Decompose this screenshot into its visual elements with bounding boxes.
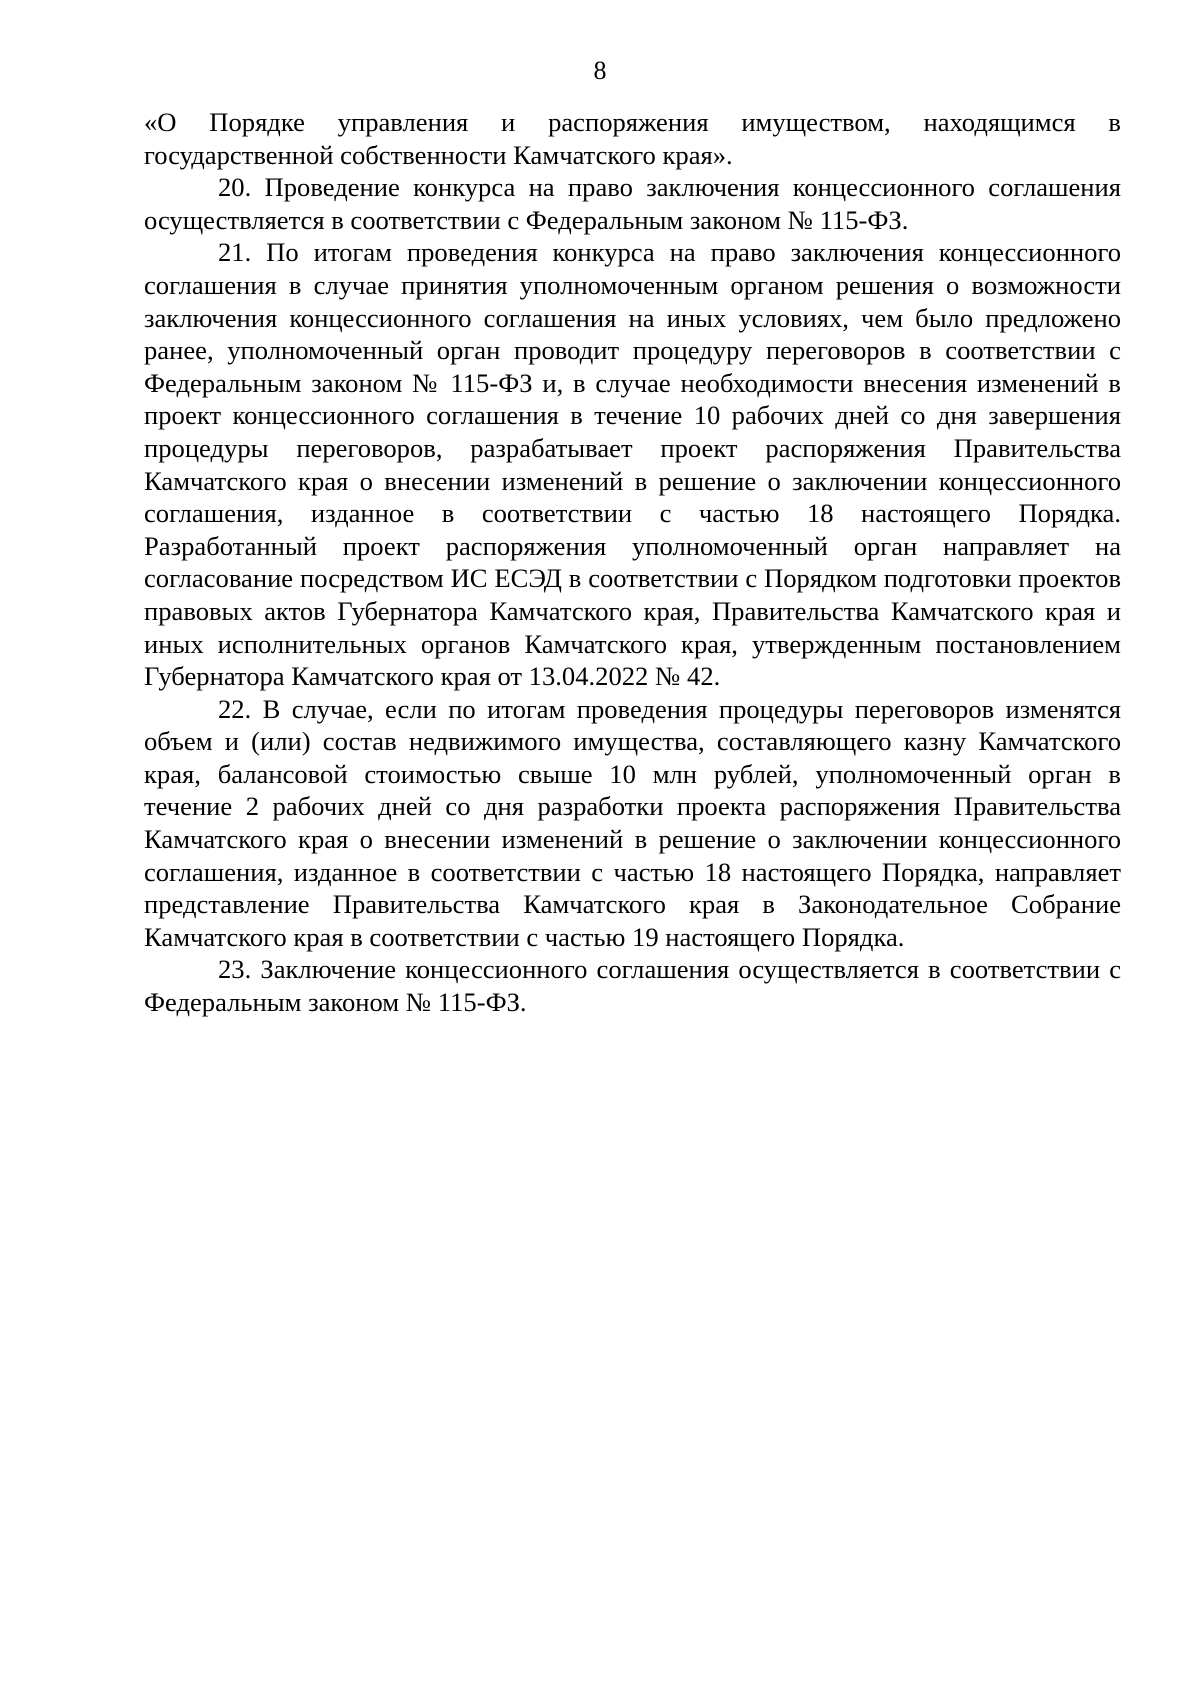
page-number: 8 xyxy=(593,56,607,85)
paragraph-item-23: 23. Заключение концессионного соглашения осуществляется в соответствии с Федеральным законом № 115-ФЗ. xyxy=(144,954,1121,1018)
document-body xyxy=(144,106,1121,1019)
paragraph-item-22: 22. В случае, если по итогам проведения процедуры переговоров изменятся объем и (или) состав недвижимого имущества, составляющего казну Камчатского края, балансовой стоимостью свыше 10 млн рублей, уполномоченный орган в течение 2 рабочих дней со дня разработки проекта распоряжения Правительства Камчатского края о внесении изменений в решение о заключении концессионного соглашения, изданное в соответствии с частью 18 настоящего Порядка, направляет представление Правительства Камчатского края в Законодательное Собрание Камчатского края в соответствии с частью 19 настоящего Порядка. xyxy=(144,693,1121,952)
paragraph-item-20: 20. Проведение конкурса на право заключения концессионного соглашения осуществляется в соответствии с Федеральным законом № 115-ФЗ. xyxy=(144,172,1121,235)
paragraph-continuation: «О Порядке управления и распоряжения имуществом, находящимся в государственной собственности Камчатского края». xyxy=(144,107,1121,170)
paragraph-item-21: 21. По итогам проведения конкурса на право заключения концессионного соглашения в случае принятия уполномоченным органом решения о возможности заключения концессионного соглашения на иных условиях, чем было предложено ранее, уполномоченный орган проводит процедуру переговоров в соответствии с Федеральным законом № 115-ФЗ и, в случае необходимости внесения изменений в проект концессионного соглашения в течение 10 рабочих дней со дня завершения процедуры переговоров, разрабатывает проект распоряжения Правительства Камчатского края о внесении изменений в решение о заключении концессионного соглашения, изданное в соответствии с частью 18 настоящего Порядка. Разработанный проект распоряжения уполномоченный орган направляет на согласование посредством ИС ЕСЭД в соответствии с Порядком подготовки проектов правовых актов Губернатора Камчатского края, Правительства Камчатского края и иных исполнительных органов Камчатского края, утвержденным постановлением Губернатора Камчатского края от 13.04.2022 № 42. xyxy=(144,237,1121,692)
